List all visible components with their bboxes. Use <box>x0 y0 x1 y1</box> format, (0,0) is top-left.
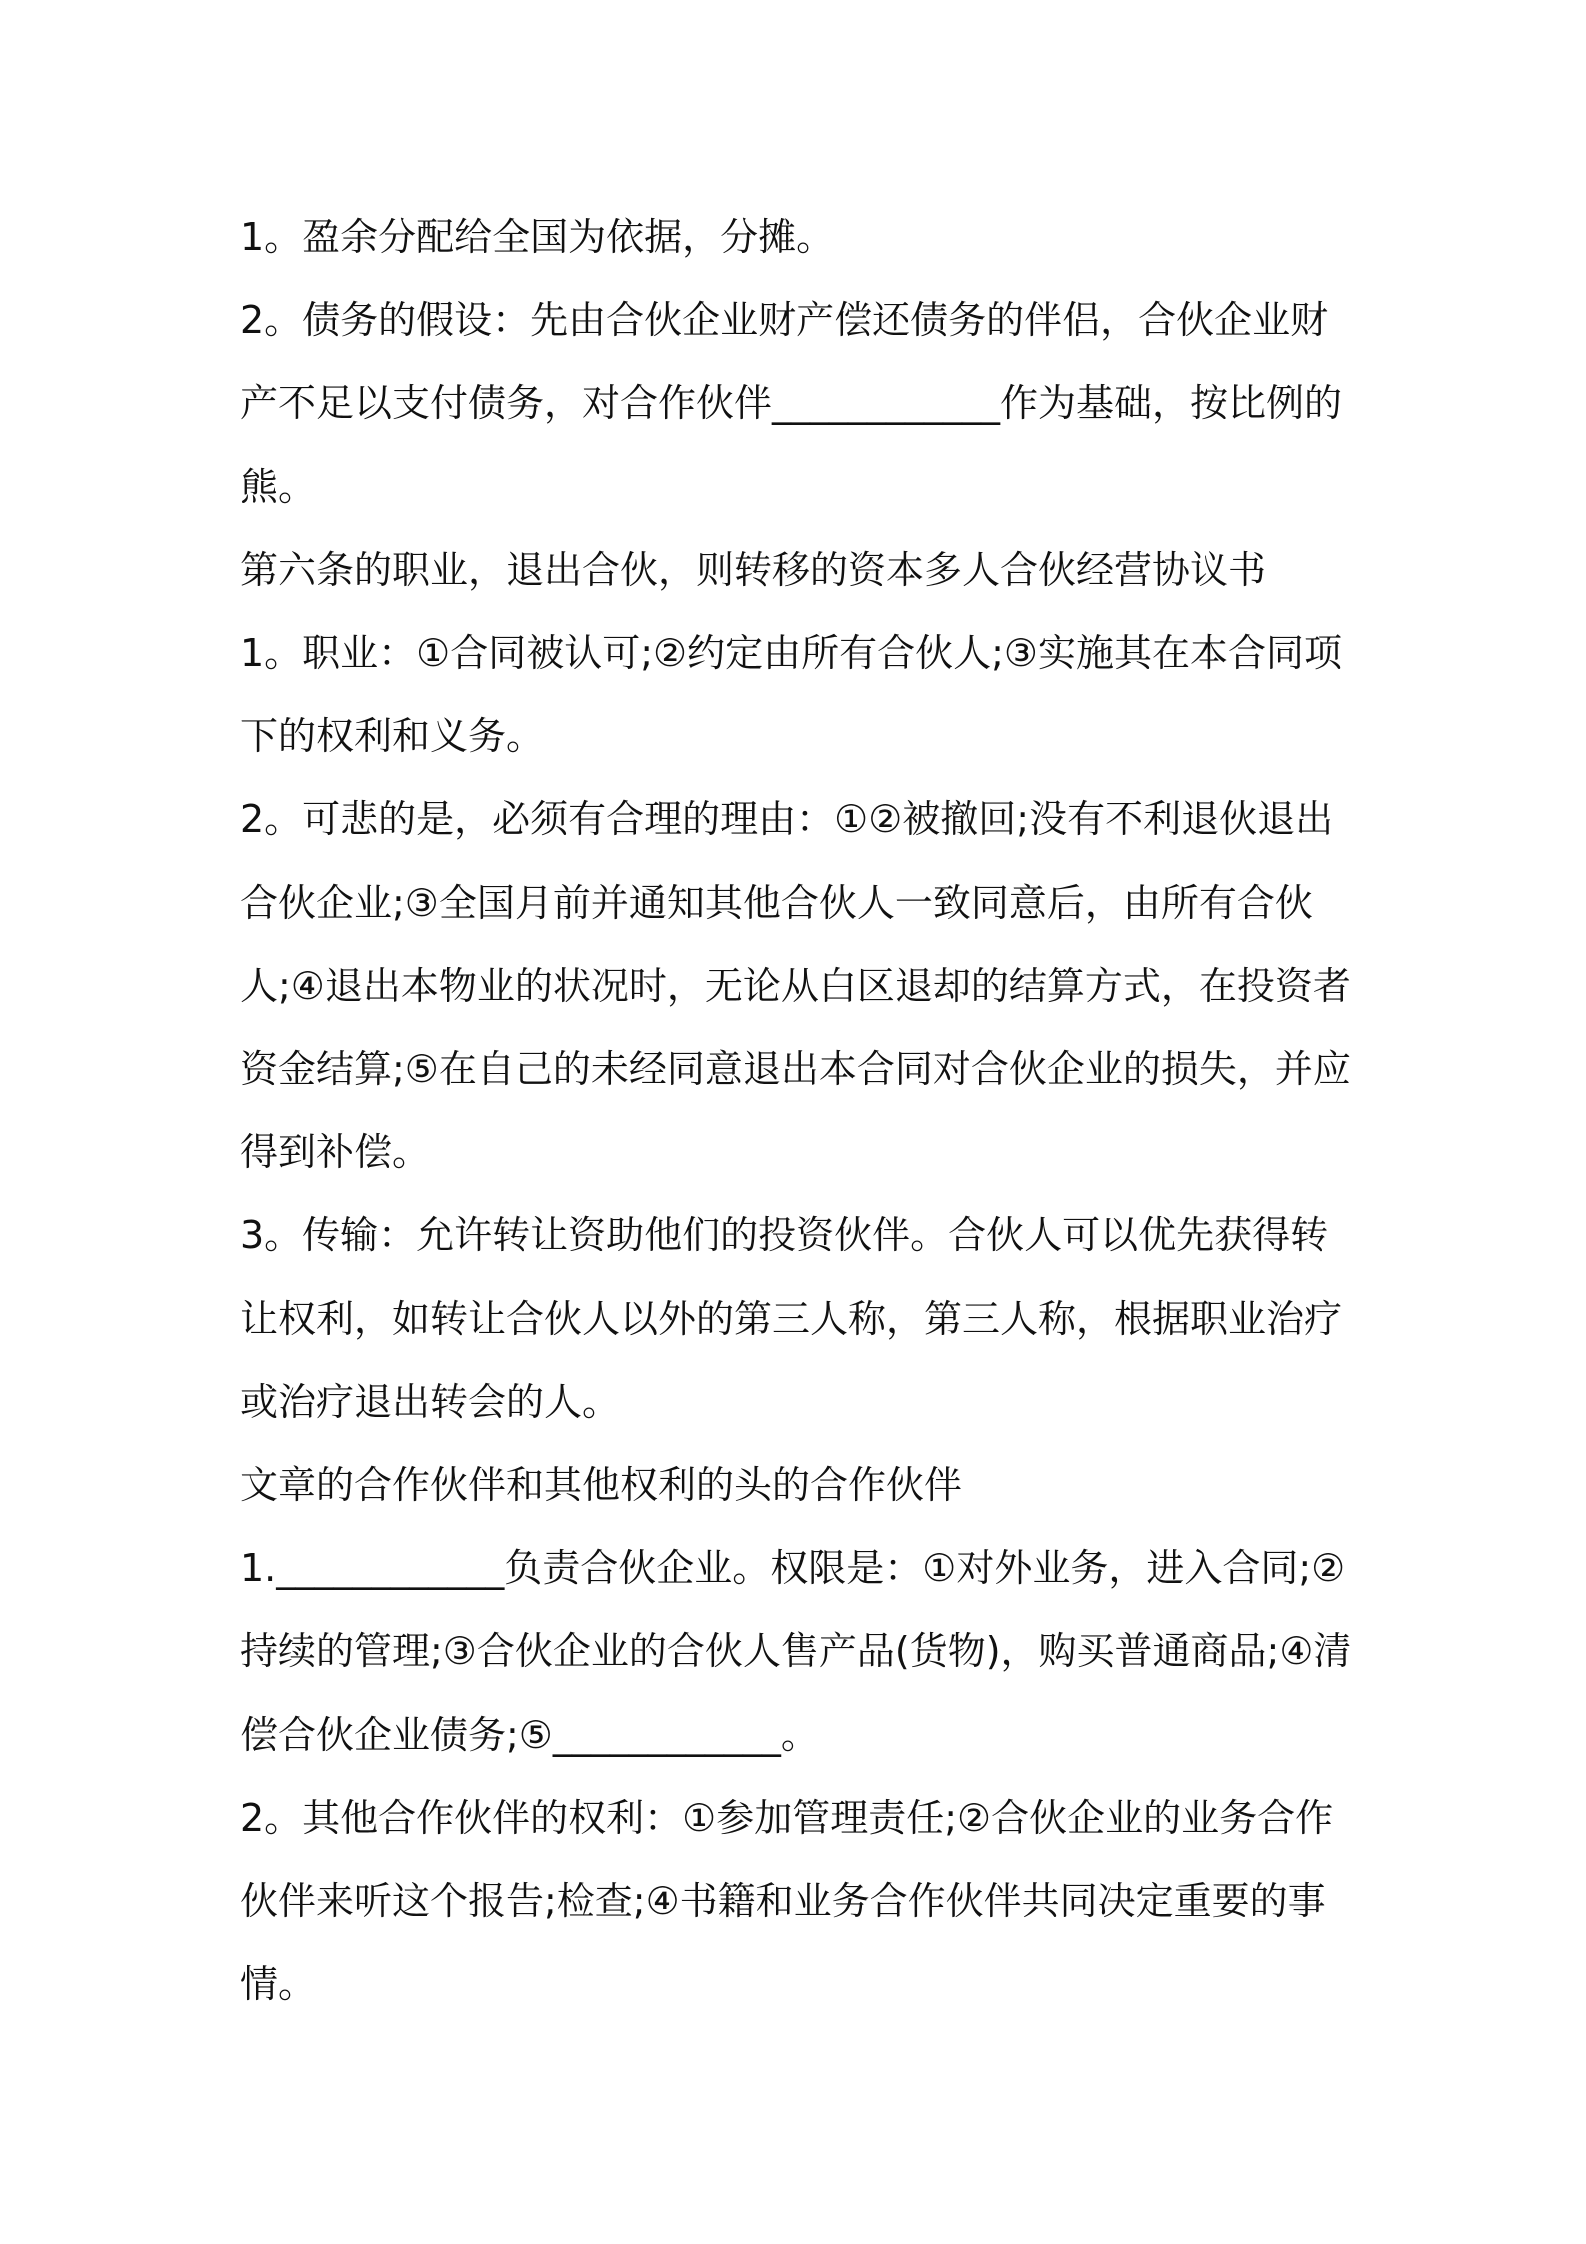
paragraph-other-partner-rights: 2。其他合作伙伴的权利：①参加管理责任;②合伙企业的业务合作伙伴来听这个报告;检查;④书籍和业务合作伙伴共同决定重要的事情。 <box>240 1795 1334 2007</box>
paragraph-debt-assumption: 2。债务的假设：先由合伙企业财产偿还债务的伴侣，合伙企业财产不足以支付债务，对合作伙伴____________作为基础，按比例的熊。 <box>240 298 1343 509</box>
paragraph-management-authority: 1.____________负责合伙企业。权限是：①对外业务，进入合同;②持续的管理;③合伙企业的合伙人售产品(货物)，购买普通商品;④清偿合伙企业债务;⑤____________。 <box>240 1546 1352 1757</box>
paragraph-occupation: 1。职业：①合同被认可;②约定由所有合伙人;③实施其在本合同项下的权利和义务。 <box>240 631 1342 759</box>
document-page <box>240 196 1360 2026</box>
section-heading-article-six: 第六条的职业，退出合伙，则转移的资本多人合伙经营协议书 <box>240 547 1267 592</box>
paragraph-transfer: 3。传输：允许转让资助他们的投资伙伴。合伙人可以优先获得转让权利，如转让合伙人以外的第三人称，第三人称，根据职业治疗或治疗退出转会的人。 <box>240 1213 1343 1424</box>
section-heading-partner-rights: 文章的合作伙伴和其他权利的头的合作伙伴 <box>240 1463 963 1508</box>
paragraph-profit-distribution: 1。盈余分配给全国为依据，分摊。 <box>240 215 835 259</box>
paragraph-withdrawal-reasons: 2。可悲的是，必须有合理的理由：①②被撤回;没有不利退伙退出合伙企业;③全国月前并通知其他合伙人一致同意后，由所有合伙人;④退出本物业的状况时，无论从白区退却的结算方式，在投资者资金结算;⑤在自己的未经同意退出本合同对合伙企业的损失，并应得到补偿。 <box>240 797 1351 1175</box>
